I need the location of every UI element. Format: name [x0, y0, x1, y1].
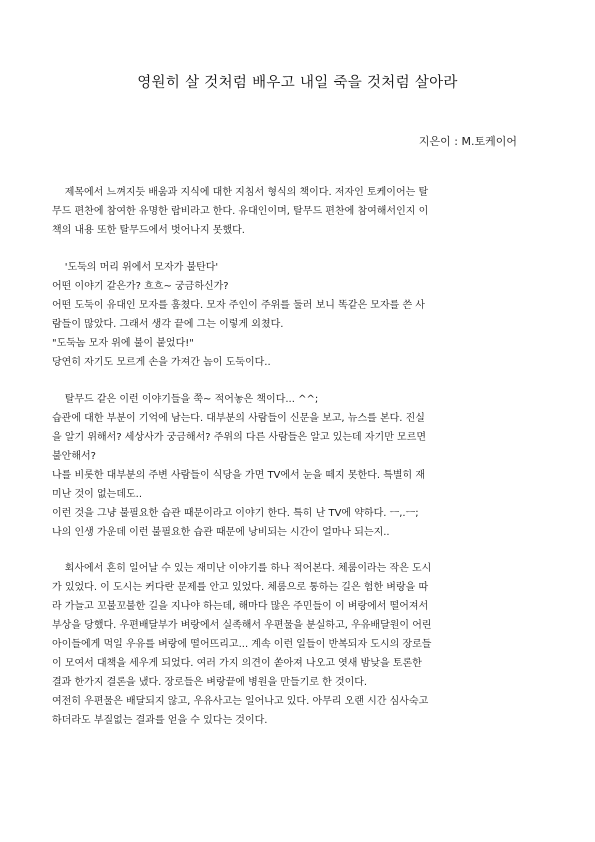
body-line: 라 가늘고 꼬불꼬불한 길을 지나야 하는데, 해마다 많은 주민들이 이 벼랑에서 떨어져서 [52, 601, 429, 612]
body-line: 나를 비롯한 대부분의 주변 사람들이 식당을 가면 TV에서 눈을 떼지 못한다. 특별히 재 [52, 470, 426, 481]
body-line: 하더라도 부질없는 결과를 얻을 수 있다는 것이다. [52, 715, 268, 726]
body-line: 이런 것을 그냥 불필요한 습관 때문이라고 이야기 한다. 특히 난 TV에 약하다. ㅡ,.ㅡ; [52, 508, 419, 519]
body-line: 을 알기 위해서? 세상사가 궁금해서? 주위의 다른 사람들은 알고 있는데 자기만 모르면 [52, 432, 427, 443]
body-line: '도둑의 머리 위에서 모자가 불탄다' [52, 262, 219, 273]
body-line: 나의 인생 가운데 이런 불필요한 습관 때문에 낭비되는 시간이 얼마나 되는지.. [52, 527, 390, 538]
body-line: 불안해서? [52, 451, 96, 462]
body-line: 책의 내용 또한 탈무드에서 벗어나지 못했다. [52, 225, 245, 236]
body-line: "도둑놈 모자 위에 불이 붙었다!" [52, 338, 194, 349]
body-line: 부상을 당했다. 우편배달부가 벼랑에서 실족해서 우편물을 분실하고, 우유배달원이 어린 [52, 620, 432, 631]
document-title: 영원히 살 것처럼 배우고 내일 죽을 것처럼 살아라 [137, 75, 458, 91]
body-line: 아이들에게 먹일 우유를 벼랑에 떨어뜨리고... 계속 이런 일들이 반복되자 도시의 장로들 [52, 639, 432, 650]
body-line: 결과 한가지 결론을 냈다. 장로들은 벼랑끝에 병원을 만들기로 한 것이다. [52, 677, 368, 688]
body-line: 회사에서 흔히 일어날 수 있는 재미난 이야기를 하나 적어본다. 체룸이라는 작은 도시 [52, 563, 432, 574]
body-line: 제목에서 느껴지듯 배움과 지식에 대한 지침서 형식의 책이다. 저자인 토케이어는 탈 [52, 187, 429, 198]
body-line: 미난 것이 없는데도.. [52, 489, 142, 500]
body-line: 무드 편찬에 참여한 유명한 랍비라고 한다. 유대인이며, 탈무드 편찬에 참여해서인지 이 [52, 206, 429, 217]
body-line: 어떤 이야기 같은가? 흐흐~ 궁금하신가? [52, 281, 229, 292]
body-line: 여전히 우편물은 배달되지 않고, 우유사고는 일어나고 있다. 아무리 오랜 시간 심사숙고 [52, 696, 429, 707]
body-line: 람들이 많았다. 그래서 생각 끝에 그는 이렇게 외쳤다. [52, 319, 284, 330]
body-line: 어떤 도둑이 유대인 모자를 훔쳤다. 모자 주인이 주위를 둘러 보니 똑같은 모자를 쓴 사 [52, 300, 425, 311]
author-line: 지은이 : M.토케이어 [418, 135, 517, 148]
body-line: 가 있었다. 이 도시는 커다란 문제를 안고 있었다. 체룸으로 통하는 길은 험한 벼랑을 따 [52, 582, 429, 593]
body-line: 이 모여서 대책을 세우게 되었다. 여러 가지 의견이 쏟아져 나오고 엿새 밤낮을 토론한 [52, 658, 422, 669]
body-line: 탈무드 같은 이런 이야기들을 쭉~ 적어놓은 책이다... ^^; [52, 394, 319, 405]
body-line: 당연히 자기도 모르게 손을 가져간 놈이 도둑이다.. [52, 357, 271, 368]
body-line: 습관에 대한 부분이 기억에 남는다. 대부분의 사람들이 신문을 보고, 뉴스를 본다. 진실 [52, 413, 425, 424]
